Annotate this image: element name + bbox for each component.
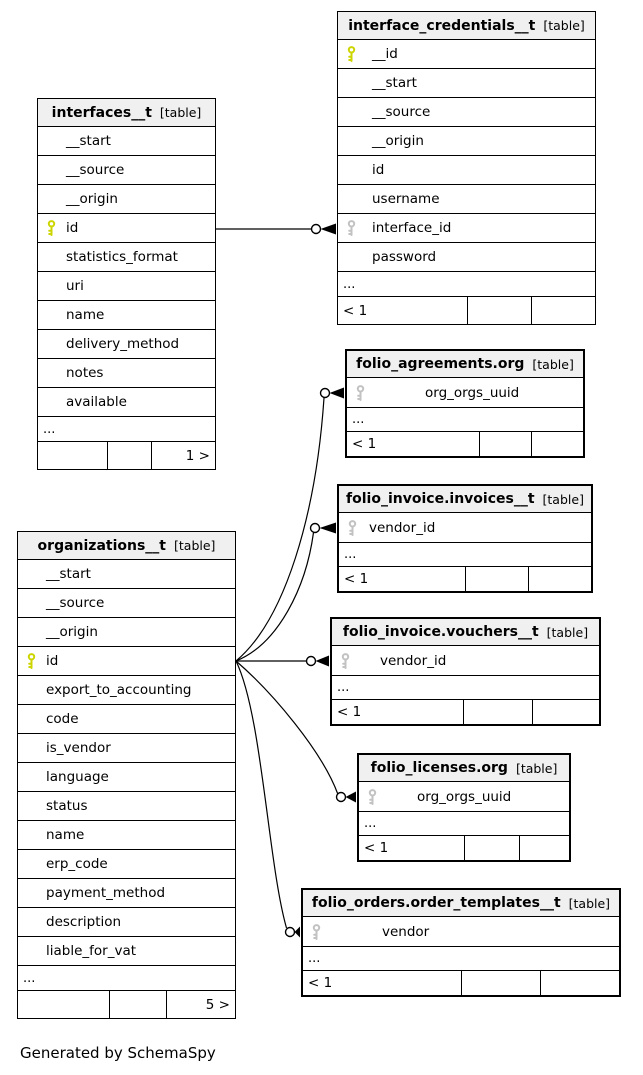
- footer-cardinality: < 1: [337, 704, 362, 720]
- primary-key-icon: [46, 220, 57, 236]
- table-header: [38, 99, 215, 127]
- table-footer: [38, 442, 215, 469]
- column-row: [338, 214, 595, 243]
- table-name: interface_credentials__t: [348, 17, 536, 34]
- table-name: folio_invoice.invoices__t: [346, 491, 535, 507]
- key-cell: [338, 220, 364, 236]
- column-name: is_vendor: [46, 740, 111, 756]
- foreign-key-icon: [346, 220, 357, 236]
- column-name: __start: [372, 75, 417, 91]
- table-footer: [339, 567, 591, 591]
- table-name: organizations__t: [37, 537, 167, 554]
- column-row: [18, 705, 235, 734]
- footer-cell: [532, 700, 599, 724]
- foreign-key-icon: [340, 653, 351, 669]
- column-row: [38, 185, 215, 214]
- key-cell: [359, 789, 385, 805]
- column-name: interface_id: [372, 220, 452, 236]
- column-name: erp_code: [46, 856, 108, 872]
- footer-cardinality: 1 >: [151, 442, 215, 469]
- column-name: statistics_format: [66, 249, 178, 265]
- column-row: [18, 647, 235, 676]
- column-name: org_orgs_uuid: [417, 788, 512, 805]
- column-row: [18, 589, 235, 618]
- footer-cardinality: < 1: [308, 975, 333, 991]
- zero-one-marker: [312, 225, 321, 234]
- table-tag: [table]: [542, 491, 584, 507]
- column-name: __source: [372, 104, 431, 120]
- column-name: notes: [66, 365, 104, 381]
- ellipsis-row: ...: [339, 543, 591, 567]
- footer-cell: [18, 991, 109, 1018]
- footer-cell: [464, 836, 519, 860]
- ellipsis-row: ...: [347, 408, 583, 432]
- column-row: [359, 782, 569, 812]
- footer-cardinality: 5 >: [166, 991, 235, 1018]
- table-header: [339, 486, 591, 513]
- column-name: org_orgs_uuid: [425, 384, 520, 401]
- footer-cardinality: < 1: [352, 436, 377, 452]
- column-name: uri: [66, 278, 84, 294]
- column-row: [303, 917, 619, 947]
- column-name: __origin: [372, 133, 424, 149]
- column-row: [18, 763, 235, 792]
- ellipsis-row: ...: [18, 966, 235, 991]
- table-tag: [table]: [532, 356, 574, 372]
- footer-cardinality: < 1: [364, 840, 389, 856]
- table-organizations-t[interactable]: [17, 531, 236, 1019]
- column-name: delivery_method: [66, 336, 180, 352]
- table-interface-credentials-t[interactable]: [337, 11, 596, 325]
- footer-cell: [463, 700, 532, 724]
- ellipsis-row: ...: [338, 272, 595, 297]
- key-cell: [38, 220, 64, 236]
- column-name: export_to_accounting: [46, 682, 192, 698]
- column-row: [338, 98, 595, 127]
- footer-cell: [109, 991, 165, 1018]
- column-row: [38, 301, 215, 330]
- footer-cell: [38, 442, 107, 469]
- column-row: [338, 40, 595, 69]
- column-row: [18, 618, 235, 647]
- column-name: __origin: [66, 191, 118, 207]
- column-row: [332, 646, 599, 676]
- table-interfaces-t[interactable]: [37, 98, 216, 470]
- column-name: name: [46, 827, 85, 843]
- footer-cell: [465, 567, 528, 591]
- footer-cell: [479, 432, 531, 456]
- column-row: [339, 513, 591, 543]
- table-folio-orders-order-templates-t[interactable]: [301, 888, 621, 997]
- table-name: folio_orders.order_templates__t: [311, 895, 561, 911]
- footer-cell: [461, 971, 540, 995]
- crowfoot-marker: [316, 656, 330, 667]
- ellipsis-row: ...: [359, 812, 569, 836]
- column-row: [18, 879, 235, 908]
- column-row: [38, 214, 215, 243]
- table-footer: [347, 432, 583, 456]
- column-row: [38, 156, 215, 185]
- foreign-key-icon: [355, 385, 366, 401]
- key-cell: [338, 46, 364, 62]
- footer-cell: [531, 297, 595, 324]
- column-name: vendor_id: [380, 652, 447, 669]
- column-name: payment_method: [46, 885, 166, 901]
- footer-cell: [107, 442, 151, 469]
- table-footer: [359, 836, 569, 860]
- zero-one-marker: [286, 928, 295, 937]
- column-row: [338, 185, 595, 214]
- column-row: [38, 243, 215, 272]
- column-name: __source: [46, 595, 105, 611]
- zero-one-marker: [321, 389, 330, 398]
- table-footer: [332, 700, 599, 724]
- table-name: folio_invoice.vouchers__t: [342, 624, 539, 640]
- column-name: __id: [372, 46, 398, 62]
- table-header: [338, 12, 595, 40]
- ellipsis-row: ...: [38, 417, 215, 442]
- table-tag: [table]: [543, 18, 585, 33]
- table-tag: [table]: [568, 895, 611, 911]
- key-cell: [339, 520, 365, 536]
- table-header: [332, 619, 599, 646]
- column-name: language: [46, 769, 109, 785]
- primary-key-icon: [346, 46, 357, 62]
- table-folio-invoice-vouchers-t[interactable]: [330, 617, 601, 726]
- table-tag: [table]: [159, 105, 202, 120]
- column-row: [338, 156, 595, 185]
- footer-cell: [467, 297, 531, 324]
- column-name: vendor_id: [369, 519, 436, 536]
- crowfoot-marker: [346, 792, 357, 803]
- column-row: [18, 908, 235, 937]
- crowfoot-marker: [330, 388, 345, 399]
- table-header: [303, 890, 619, 917]
- table-folio-agreements-org[interactable]: [345, 349, 585, 458]
- footer-cardinality: < 1: [344, 571, 369, 587]
- table-tag: [table]: [546, 624, 589, 640]
- column-row: [338, 69, 595, 98]
- column-name: available: [66, 394, 127, 410]
- column-name: password: [372, 249, 437, 265]
- column-row: [18, 560, 235, 589]
- column-name: code: [46, 711, 79, 727]
- zero-one-marker: [311, 524, 320, 533]
- column-name: id: [46, 653, 59, 669]
- column-row: [338, 243, 595, 272]
- relationship-line: [236, 533, 314, 662]
- relationship-line: [236, 661, 287, 928]
- relationship-line: [236, 398, 324, 661]
- column-row: [18, 937, 235, 966]
- key-cell: [303, 924, 329, 940]
- column-name: __origin: [46, 624, 98, 640]
- table-footer: [303, 971, 619, 995]
- ellipsis-row: ...: [303, 947, 619, 971]
- column-row: [338, 127, 595, 156]
- footer-cell: [540, 971, 619, 995]
- column-row: [18, 676, 235, 705]
- table-footer: [338, 297, 595, 324]
- column-name: __start: [66, 133, 111, 149]
- column-name: __source: [66, 162, 125, 178]
- column-name: id: [66, 220, 79, 236]
- column-name: vendor: [382, 923, 430, 940]
- column-row: [347, 378, 583, 408]
- table-folio-licenses-org[interactable]: [357, 753, 571, 862]
- column-row: [18, 850, 235, 879]
- column-row: [38, 330, 215, 359]
- column-row: [18, 792, 235, 821]
- footer-cell: [531, 432, 583, 456]
- footer-cardinality: < 1: [343, 302, 368, 319]
- footer-cell: [519, 836, 569, 860]
- table-tag: [table]: [174, 538, 216, 553]
- column-name: __start: [46, 566, 91, 582]
- crowfoot-marker: [295, 927, 301, 938]
- primary-key-icon: [26, 653, 37, 669]
- column-row: [38, 272, 215, 301]
- column-row: [18, 821, 235, 850]
- relationship-line: [236, 661, 338, 794]
- key-cell: [347, 385, 373, 401]
- table-tag: [table]: [515, 760, 558, 776]
- column-name: status: [46, 798, 88, 814]
- table-name: folio_agreements.org: [356, 356, 525, 372]
- foreign-key-icon: [367, 789, 378, 805]
- table-name: interfaces__t: [51, 104, 152, 121]
- ellipsis-row: ...: [332, 676, 599, 700]
- crowfoot-marker: [321, 224, 337, 235]
- column-name: username: [372, 191, 440, 207]
- column-row: [18, 734, 235, 763]
- key-cell: [332, 653, 358, 669]
- crowfoot-marker: [320, 523, 337, 534]
- column-row: [38, 388, 215, 417]
- table-footer: [18, 991, 235, 1018]
- column-row: [38, 127, 215, 156]
- table-header: [18, 532, 235, 560]
- zero-one-marker: [337, 793, 346, 802]
- table-folio-invoice-invoices-t[interactable]: [337, 484, 593, 593]
- generated-by-note: Generated by SchemaSpy: [20, 1044, 216, 1062]
- table-header: [347, 351, 583, 378]
- column-row: [38, 359, 215, 388]
- zero-one-marker: [307, 657, 316, 666]
- footer-cell: [528, 567, 591, 591]
- column-name: id: [372, 162, 385, 178]
- column-name: description: [46, 914, 122, 930]
- table-name: folio_licenses.org: [370, 760, 508, 776]
- table-header: [359, 755, 569, 782]
- foreign-key-icon: [347, 520, 358, 536]
- column-name: liable_for_vat: [46, 943, 137, 959]
- column-name: name: [66, 307, 105, 323]
- foreign-key-icon: [311, 924, 322, 940]
- key-cell: [18, 653, 44, 669]
